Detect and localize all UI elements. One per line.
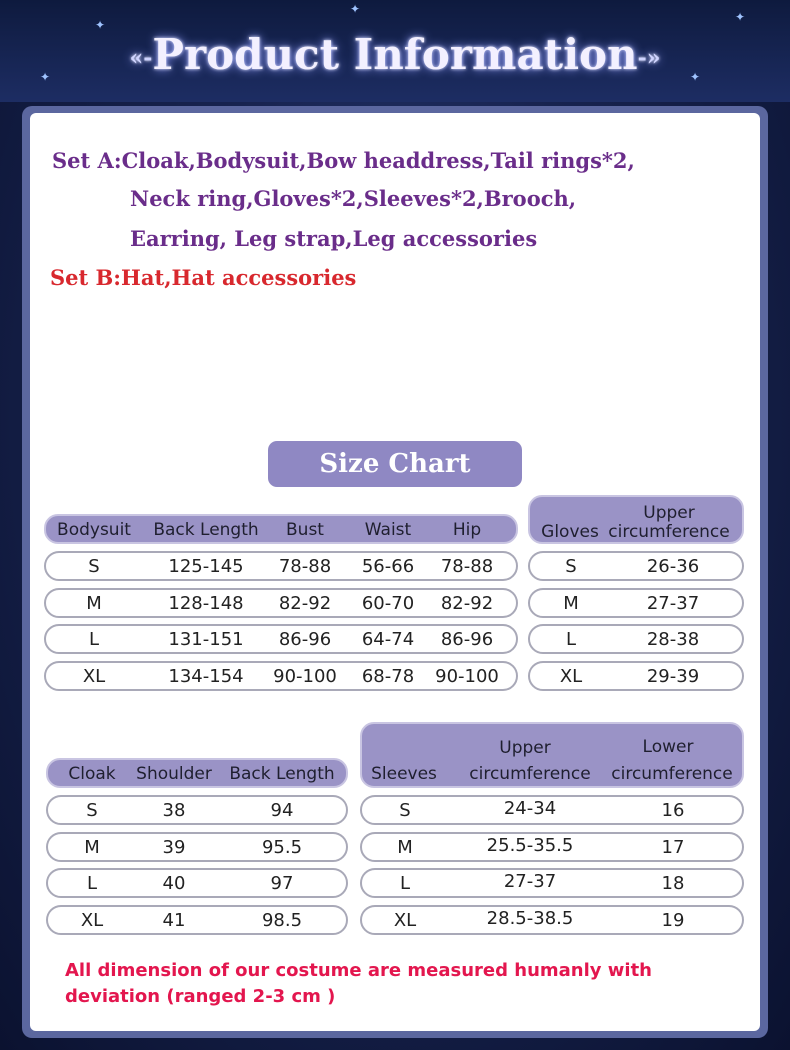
table-cell: 134-154 [168, 666, 244, 687]
table-cell: 27-37 [646, 593, 700, 614]
table-row [46, 868, 348, 898]
set-a-line-1: Set A:Cloak,Bodysuit,Bow headdress,Tail rings*2, [52, 148, 635, 173]
table-cell: 131-151 [168, 629, 244, 650]
table-cell: 25.5-35.5 [486, 835, 574, 856]
table-cell: 28-38 [646, 629, 700, 650]
bodysuit-col-waist: Waist [364, 520, 412, 540]
table-row [528, 551, 744, 581]
table-row [528, 624, 744, 654]
table-cell: 18 [661, 873, 685, 894]
table-cell: 78-88 [278, 556, 332, 577]
table-cell: 29-39 [646, 666, 700, 687]
table-row [44, 588, 518, 618]
table-cell: 60-70 [361, 593, 415, 614]
table-cell: 98.5 [261, 910, 303, 931]
table-cell: 86-96 [440, 629, 494, 650]
table-cell: 90-100 [435, 666, 499, 687]
sleeves-header [360, 722, 744, 788]
sleeves-col-lower-circumference: circumference [611, 764, 733, 784]
gloves-col-circumference: circumference [608, 522, 730, 542]
table-cell: 64-74 [361, 629, 415, 650]
table-cell: 78-88 [440, 556, 494, 577]
table-cell: XL [80, 910, 104, 931]
bodysuit-header [44, 514, 518, 544]
gloves-header [528, 495, 744, 544]
table-row [360, 795, 744, 825]
sparkle-icon: ✦ [40, 70, 51, 84]
title-ornament-right: -» [637, 45, 661, 71]
table-cell: L [88, 629, 100, 650]
table-cell: M [84, 837, 100, 858]
page-title-text: Product Information [152, 30, 638, 79]
sleeves-col-lower: Lower [642, 737, 694, 757]
table-cell: XL [82, 666, 106, 687]
bodysuit-col-bust: Bust [286, 520, 324, 540]
table-cell: 56-66 [361, 556, 415, 577]
table-cell: S [88, 556, 100, 577]
sleeves-col-upper-circumference: circumference [469, 764, 591, 784]
table-cell: 26-36 [646, 556, 700, 577]
table-row [46, 795, 348, 825]
table-cell: 24-34 [503, 798, 557, 819]
bodysuit-col-hip: Hip [452, 520, 482, 540]
table-cell: 27-37 [503, 871, 557, 892]
table-cell: 16 [661, 800, 685, 821]
set-a-line-3: Earring, Leg strap,Leg accessories [130, 226, 538, 251]
table-row [46, 832, 348, 862]
table-cell: 19 [661, 910, 685, 931]
sparkle-icon: ✦ [95, 18, 106, 32]
table-cell: S [86, 800, 98, 821]
table-cell: 125-145 [168, 556, 244, 577]
table-cell: M [397, 837, 413, 858]
sparkle-icon: ✦ [350, 2, 361, 16]
table-cell: M [86, 593, 102, 614]
table-row [360, 868, 744, 898]
gloves-col-upper: Upper [643, 503, 695, 523]
cloak-col-shoulder: Shoulder [136, 764, 212, 784]
table-row [44, 551, 518, 581]
table-cell: 90-100 [273, 666, 337, 687]
table-cell: 39 [162, 837, 186, 858]
table-cell: XL [393, 910, 417, 931]
size-chart-heading: Size Chart [268, 441, 522, 487]
table-row [528, 661, 744, 691]
cloak-col-size: Cloak [68, 764, 116, 784]
table-row [44, 624, 518, 654]
table-cell: 86-96 [278, 629, 332, 650]
table-cell: 82-92 [440, 593, 494, 614]
table-cell: 68-78 [361, 666, 415, 687]
title-ornament-left: «- [129, 45, 153, 71]
table-cell: L [565, 629, 577, 650]
table-cell: L [86, 873, 98, 894]
sparkle-icon: ✦ [735, 10, 746, 24]
sleeves-col-upper: Upper [499, 738, 551, 758]
table-row [44, 661, 518, 691]
cloak-header [46, 758, 348, 788]
table-row [360, 905, 744, 935]
page-title [0, 30, 790, 79]
bodysuit-col-size: Bodysuit [57, 520, 131, 540]
table-cell: M [563, 593, 579, 614]
table-cell: L [399, 873, 411, 894]
table-row [360, 832, 744, 862]
set-b-line: Set B:Hat,Hat accessories [50, 265, 357, 290]
table-cell: 128-148 [168, 593, 244, 614]
table-cell: 82-92 [278, 593, 332, 614]
table-cell: 38 [162, 800, 186, 821]
table-cell: 94 [270, 800, 294, 821]
table-cell: 17 [661, 837, 685, 858]
table-cell: XL [559, 666, 583, 687]
sleeves-col-size: Sleeves [371, 764, 437, 784]
set-a-line-2: Neck ring,Gloves*2,Sleeves*2,Brooch, [130, 186, 577, 211]
table-cell: 97 [270, 873, 294, 894]
table-cell: 40 [162, 873, 186, 894]
table-cell: 41 [162, 910, 186, 931]
sparkle-icon: ✦ [690, 70, 701, 84]
table-cell: S [565, 556, 577, 577]
table-row [528, 588, 744, 618]
table-cell: S [399, 800, 411, 821]
table-cell: 95.5 [261, 837, 303, 858]
measurement-note: All dimension of our costume are measured humanly with deviation (ranged 2-3 cm ) [65, 960, 652, 1007]
table-cell: 28.5-38.5 [486, 908, 574, 929]
gloves-col-size: Gloves [541, 522, 599, 542]
bodysuit-col-back-length: Back Length [153, 520, 259, 540]
cloak-col-back-length: Back Length [229, 764, 335, 784]
table-row [46, 905, 348, 935]
